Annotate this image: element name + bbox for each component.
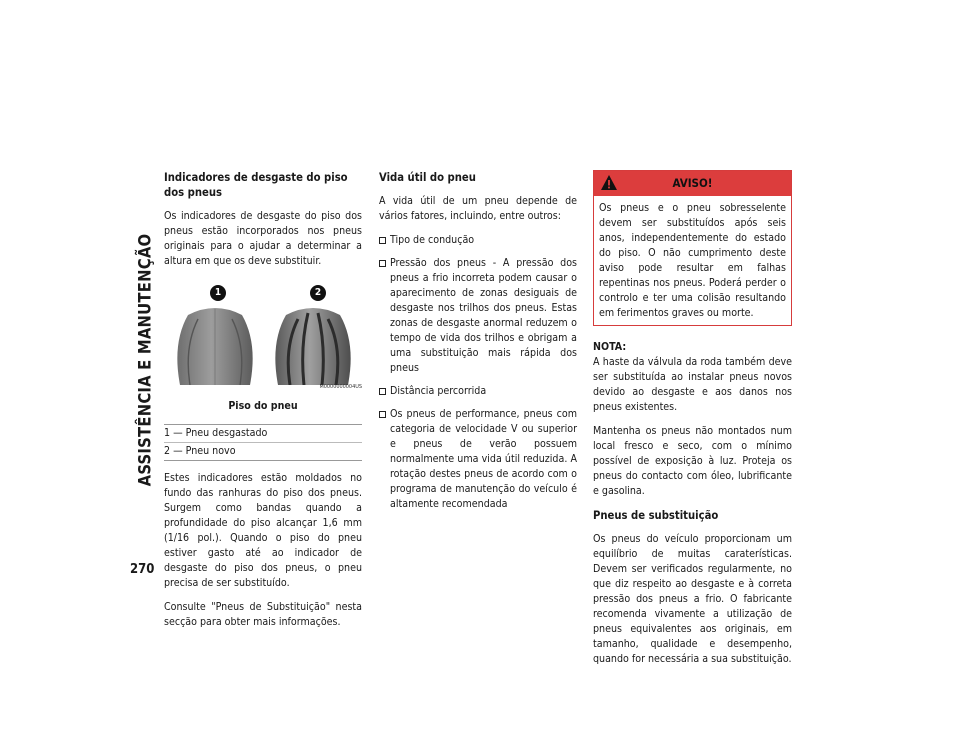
- list-item: Os pneus de performance, pneus com categoria de velocidade V ou superior e pneus de verão possuem normalmente uma vida útil reduzida. A rotação destes pneus de acordo com o programa de manutenção do veículo é altamente recomendada: [379, 407, 577, 512]
- indicator-description-paragraph: Estes indicadores estão moldados no fundo das ranhuras do piso dos pneus. Surgem como bandas quando a profundidade do piso alcançar 1,6 mm (1/16 pol.). Quando o piso do pneu estiver gasto até ao indicador de desgaste do piso dos pneus, o pneu precisa de ser substituído.: [164, 472, 362, 589]
- warning-triangle-icon: [600, 174, 618, 192]
- section-side-title-text: ASSISTÊNCIA E MANUTENÇÃO: [135, 233, 155, 487]
- tire-life-factors-list: [379, 233, 577, 512]
- worn-tire-image: [170, 303, 260, 385]
- figure-legend: [164, 424, 362, 461]
- figure-code: M0000000004US: [319, 384, 362, 390]
- warning-box: [593, 170, 792, 326]
- list-item: Tipo de condução: [379, 233, 577, 248]
- tread-intro-paragraph: Os indicadores de desgaste do piso dos pneus estão incorporados nos pneus originais para o ajudar a determinar a altura em que os deve substituir.: [164, 210, 362, 267]
- tire-tread-figure: [164, 285, 362, 395]
- heading-replacement-tires: Pneus de substituição: [593, 509, 719, 522]
- list-item: Distância percorrida: [379, 384, 577, 399]
- storage-paragraph: Mantenha os pneus não montados num local fresco e seco, com o mínimo possível de exposição à luz. Proteja os pneus do contacto com óleo, lubrificante e gasolina.: [593, 425, 792, 497]
- warning-text: Os pneus e o pneu sobresselente devem ser substituídos após seis anos, independentemente do estado do piso. O não cumprimento deste aviso pode resultar em falhas repentinas nos pneus. Poderá perder o controlo e ter uma colisão resultando em ferimentos graves ou morte.: [599, 202, 786, 319]
- column-1: [164, 170, 362, 639]
- column-2: [379, 170, 577, 521]
- nota-label: NOTA:: [593, 341, 627, 353]
- figure-caption: Piso do pneu: [228, 400, 298, 412]
- section-side-title: [133, 170, 157, 550]
- legend-item-new: 2 — Pneu novo: [164, 442, 362, 460]
- heading-tread-wear-indicators: Indicadores de desgaste do piso dos pneus: [164, 171, 348, 199]
- column-3: [593, 170, 792, 676]
- callout-2: 2: [310, 285, 326, 301]
- callout-1: 1: [210, 285, 226, 301]
- replacement-paragraph: Os pneus do veículo proporcionam um equilíbrio de muitas caraterísticas. Devem ser verificados regularmente, no que diz respeito ao desgaste e à correta pressão dos pneus a frio. O fabricante recomenda vivamente a utilização de pneus equivalentes aos originais, em tamanho, qualidade e desempenho, quando for necessária a sua substituição.: [593, 533, 792, 665]
- page-number: 270: [130, 562, 155, 577]
- legend-item-worn: 1 — Pneu desgastado: [164, 427, 268, 439]
- list-item: Pressão dos pneus - A pressão dos pneus a frio incorreta podem causar o aparecimento de zonas desiguais de desgaste nos trilhos dos pneus. Estas zonas de desgaste anormal reduzem o tempo de vida dos trilhos e obrigam a uma substituição mais rápida dos pneus: [379, 256, 577, 376]
- new-tire-image: [268, 303, 358, 385]
- warning-header: [594, 171, 791, 196]
- warning-title: AVISO!: [672, 176, 713, 190]
- nota-paragraph: A haste da válvula da roda também deve ser substituída ao instalar pneus novos devido ao desgaste e aos danos nos pneus existentes.: [593, 356, 792, 413]
- heading-tire-life: Vida útil do pneu: [379, 171, 476, 184]
- tire-life-intro: A vida útil de um pneu depende de vários fatores, incluindo, entre outros:: [379, 195, 577, 222]
- see-replacement-paragraph: Consulte "Pneus de Substituição" nesta secção para obter mais informações.: [164, 601, 362, 628]
